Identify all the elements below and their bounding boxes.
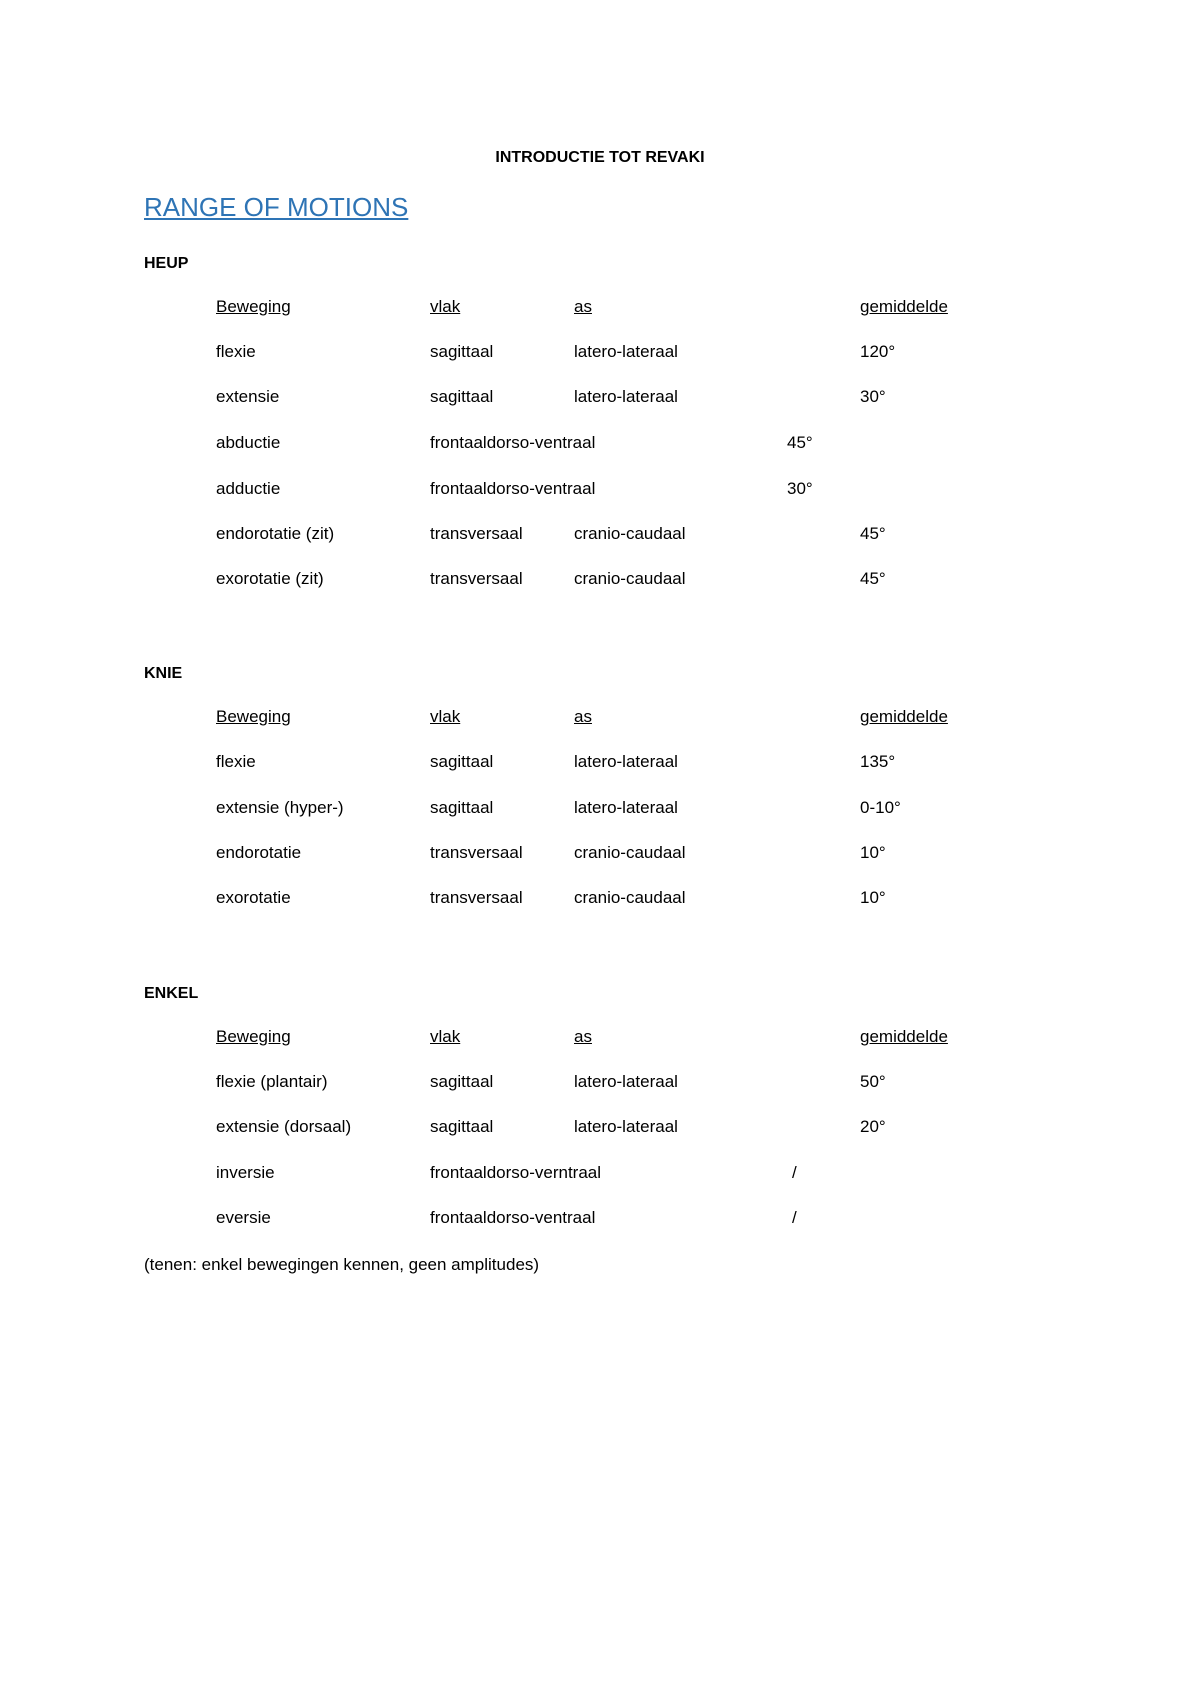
column-header-axis: as <box>574 297 592 316</box>
column-header-average: gemiddelde <box>860 1027 948 1046</box>
column-header-movement: Beweging <box>216 707 291 726</box>
table-row <box>0 478 1200 500</box>
plane-axis-cell: frontaaldorso-ventraal <box>430 433 596 452</box>
table-row <box>0 1162 1200 1184</box>
axis-cell: latero-lateraal <box>574 798 678 817</box>
plane-cell: transversaal <box>430 569 523 588</box>
movement-cell: endorotatie <box>216 843 302 862</box>
section-label-heup: HEUP <box>144 255 189 272</box>
plane-axis-cell: frontaaldorso-ventraal <box>430 479 596 498</box>
axis-cell: cranio-caudaal <box>574 569 686 588</box>
axis-cell: latero-lateraal <box>574 387 678 406</box>
table-row <box>0 432 1200 454</box>
axis-cell: latero-lateraal <box>574 342 678 361</box>
footnote: (tenen: enkel bewegingen kennen, geen amplitudes) <box>144 1255 540 1274</box>
average-cell: 50° <box>860 1072 886 1091</box>
movement-cell: extensie (hyper-) <box>216 798 344 817</box>
plane-cell: transversaal <box>430 524 523 543</box>
table-row <box>0 1071 1200 1093</box>
average-cell: / <box>792 1163 797 1182</box>
axis-cell: cranio-caudaal <box>574 524 686 543</box>
column-header-plane: vlak <box>430 297 461 316</box>
table-header-enkel <box>0 1026 1200 1048</box>
table-row <box>0 751 1200 773</box>
average-cell: 45° <box>860 524 886 543</box>
document-title: INTRODUCTIE TOT REVAKI <box>495 149 705 166</box>
average-cell: 45° <box>787 433 813 452</box>
plane-cell: sagittaal <box>430 1117 494 1136</box>
average-cell: / <box>792 1208 797 1227</box>
table-row <box>0 386 1200 408</box>
section-heading: RANGE OF MOTIONS <box>144 192 409 222</box>
plane-cell: sagittaal <box>430 752 494 771</box>
movement-cell: extensie (dorsaal) <box>216 1117 352 1136</box>
movement-cell: flexie (plantair) <box>216 1072 328 1091</box>
table-row <box>0 523 1200 545</box>
axis-cell: latero-lateraal <box>574 1072 678 1091</box>
plane-axis-cell: frontaaldorso-verntraal <box>430 1163 602 1182</box>
average-cell: 30° <box>787 479 813 498</box>
plane-cell: transversaal <box>430 888 523 907</box>
plane-cell: sagittaal <box>430 798 494 817</box>
column-header-movement: Beweging <box>216 297 291 316</box>
average-cell: 120° <box>860 342 896 361</box>
average-cell: 10° <box>860 888 886 907</box>
column-header-average: gemiddelde <box>860 707 948 726</box>
plane-cell: sagittaal <box>430 342 494 361</box>
plane-cell: transversaal <box>430 843 523 862</box>
axis-cell: cranio-caudaal <box>574 843 686 862</box>
average-cell: 0-10° <box>860 798 901 817</box>
average-cell: 10° <box>860 843 886 862</box>
table-header-heup <box>0 296 1200 318</box>
column-header-axis: as <box>574 1027 592 1046</box>
movement-cell: adductie <box>216 479 281 498</box>
movement-cell: eversie <box>216 1208 271 1227</box>
section-label-enkel: ENKEL <box>144 985 199 1002</box>
movement-cell: endorotatie (zit) <box>216 524 335 543</box>
axis-cell: latero-lateraal <box>574 1117 678 1136</box>
average-cell: 135° <box>860 752 896 771</box>
plane-axis-cell: frontaaldorso-ventraal <box>430 1208 596 1227</box>
column-header-average: gemiddelde <box>860 297 948 316</box>
table-row <box>0 1116 1200 1138</box>
axis-cell: cranio-caudaal <box>574 888 686 907</box>
column-header-movement: Beweging <box>216 1027 291 1046</box>
movement-cell: inversie <box>216 1163 275 1182</box>
average-cell: 20° <box>860 1117 886 1136</box>
movement-cell: exorotatie (zit) <box>216 569 324 588</box>
table-row <box>0 341 1200 363</box>
section-label-knie: KNIE <box>144 665 183 682</box>
column-header-plane: vlak <box>430 707 461 726</box>
table-row <box>0 887 1200 909</box>
movement-cell: flexie <box>216 752 256 771</box>
column-header-axis: as <box>574 707 592 726</box>
average-cell: 30° <box>860 387 886 406</box>
plane-cell: sagittaal <box>430 1072 494 1091</box>
table-row <box>0 842 1200 864</box>
plane-cell: sagittaal <box>430 387 494 406</box>
movement-cell: exorotatie <box>216 888 291 907</box>
table-header-knie <box>0 706 1200 728</box>
column-header-plane: vlak <box>430 1027 461 1046</box>
table-row <box>0 568 1200 590</box>
table-row <box>0 797 1200 819</box>
movement-cell: extensie <box>216 387 280 406</box>
table-row <box>0 1207 1200 1229</box>
movement-cell: abductie <box>216 433 281 452</box>
movement-cell: flexie <box>216 342 256 361</box>
axis-cell: latero-lateraal <box>574 752 678 771</box>
average-cell: 45° <box>860 569 886 588</box>
